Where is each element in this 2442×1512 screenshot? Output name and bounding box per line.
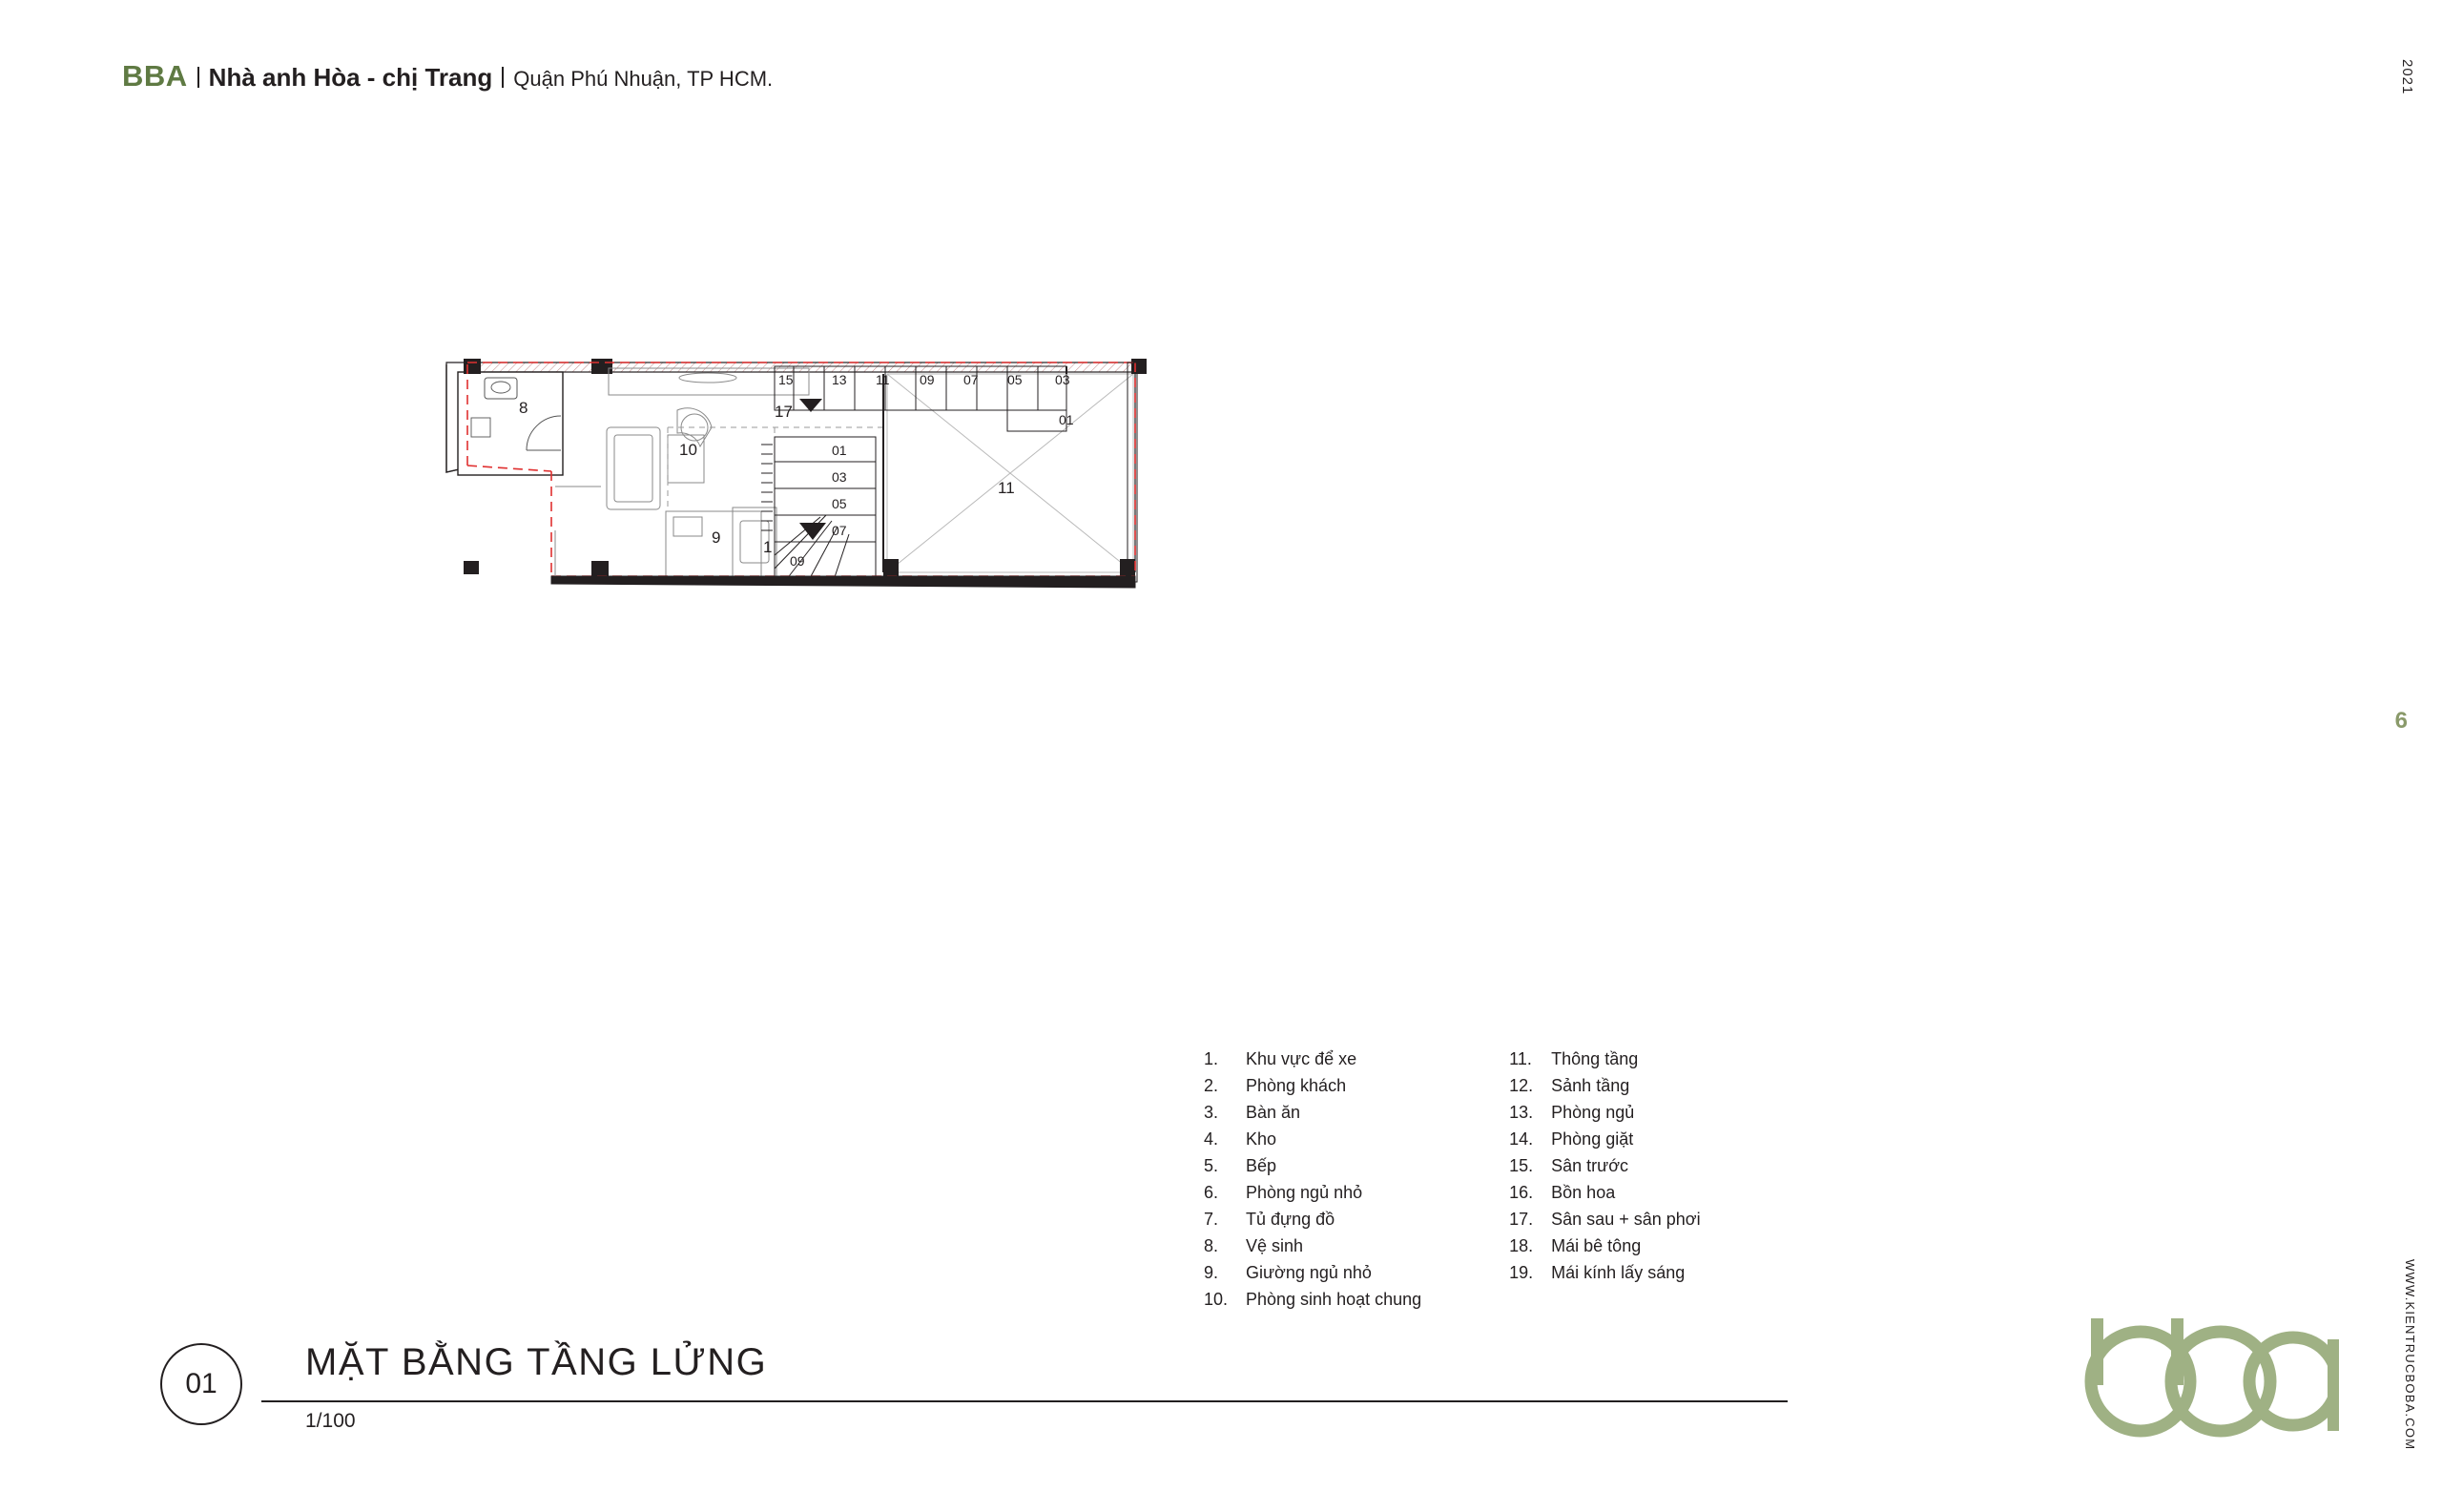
title-rule [261,1400,1788,1402]
stair-step-number: 09 [920,372,935,387]
legend-item [1204,1179,1421,1206]
legend-item [1509,1126,1700,1152]
legend-item-label: Vệ sinh [1246,1236,1304,1255]
legend-item-label: Bàn ăn [1246,1103,1301,1122]
legend-item [1204,1072,1421,1099]
legend-item-number: 16. [1509,1183,1534,1202]
project-name: Nhà anh Hòa - chị Trang [208,63,493,92]
stair-step-number: 13 [832,372,847,387]
legend-item-label: Mái bê tông [1551,1236,1642,1255]
stair-step-number: 15 [778,372,794,387]
legend-item-number: 12. [1509,1076,1534,1095]
legend-item-number: 14. [1509,1129,1534,1149]
legend-item [1204,1206,1421,1232]
stair-step-number: 07 [832,523,847,538]
legend-item-number: 10. [1204,1290,1229,1309]
bba-logo [2081,1311,2339,1444]
legend-item [1204,1259,1421,1286]
legend-item-number: 5. [1204,1156,1219,1175]
legend-column-1 [1204,1046,1421,1313]
bba-logo-svg [2081,1311,2339,1444]
legend-item [1509,1046,1700,1072]
plan-label-8: 8 [519,399,528,417]
legend-item [1509,1206,1700,1232]
stair-step-number: 11 [876,372,890,387]
legend-item-label: Bếp [1246,1156,1277,1175]
legend-item-number: 7. [1204,1210,1219,1229]
legend-item [1204,1286,1421,1313]
legend-item-number: 11. [1509,1049,1532,1068]
drawing-title: MẶT BẰNG TẦNG LỬNG [305,1341,768,1383]
stair-step-number: 03 [832,469,847,485]
legend-item-number: 2. [1204,1076,1219,1095]
legend-item-number: 17. [1509,1210,1534,1229]
header-divider-1 [197,67,199,88]
legend-item-label: Giường ngủ nhỏ [1246,1263,1372,1282]
title-block [160,1337,1820,1442]
legend-item-label: Phòng ngủ [1551,1103,1635,1122]
legend-item-label: Thông tầng [1551,1049,1639,1068]
legend-item-number: 6. [1204,1183,1219,1202]
drawing-scale: 1/100 [305,1410,356,1432]
legend-item-number: 9. [1204,1263,1219,1282]
legend-item [1204,1126,1421,1152]
legend-item-label: Sân trước [1551,1156,1629,1175]
legend-item-label: Khu vực để xe [1246,1049,1357,1068]
legend-item-number: 8. [1204,1236,1219,1255]
legend [1204,1046,1701,1313]
plan-label-10: 10 [679,441,697,459]
legend-column-2 [1509,1046,1700,1313]
legend-item-label: Phòng ngủ nhỏ [1246,1183,1363,1202]
floor-plan-drawing [439,343,1545,763]
legend-item-number: 3. [1204,1103,1219,1122]
legend-item [1509,1179,1700,1206]
legend-item-label: Sảnh tầng [1551,1076,1630,1095]
stair-step-number: 01 [832,443,847,458]
stair-step-number: 09 [790,553,805,569]
legend-item [1509,1099,1700,1126]
legend-item-label: Kho [1246,1129,1277,1149]
website-label: WWW.KIENTRUCBOBA.COM [2403,1259,2417,1451]
legend-item-label: Sân sau + sân phơi [1551,1210,1701,1229]
legend-item-number: 4. [1204,1129,1219,1149]
legend-item [1204,1099,1421,1126]
legend-item-number: 15. [1509,1156,1534,1175]
page-number: 6 [2394,708,2408,734]
project-location: Quận Phú Nhuận, TP HCM. [513,67,774,91]
header-divider-2 [502,67,504,88]
legend-item-number: 1. [1204,1049,1219,1068]
legend-item-label: Phòng giặt [1551,1129,1634,1149]
legend-item-label: Phòng sinh hoạt chung [1246,1290,1422,1309]
stair-landing-number: 01 [1059,412,1074,427]
plan-label-1: 1 [763,538,773,556]
plan-label-9: 9 [712,528,721,547]
legend-item-number: 19. [1509,1263,1534,1282]
legend-item-label: Phòng khách [1246,1076,1347,1095]
detail-number-badge: 01 [160,1343,242,1425]
legend-item [1509,1259,1700,1286]
floor-plan-svg [439,343,1545,763]
stair-step-number: 03 [1055,372,1070,387]
legend-item-label: Mái kính lấy sáng [1551,1263,1686,1282]
brand-logo-text: BBA [122,59,188,93]
legend-item [1204,1152,1421,1179]
plan-label-11: 11 [998,479,1015,497]
header [122,59,773,93]
stair-step-number: 05 [1007,372,1023,387]
legend-item-number: 18. [1509,1236,1534,1255]
stair-step-number: 07 [963,372,979,387]
plan-label-17: 17 [775,403,793,421]
stair-step-number: 05 [832,496,847,511]
legend-item [1509,1232,1700,1259]
year-label: 2021 [2399,59,2415,95]
legend-item [1509,1072,1700,1099]
legend-item-number: 13. [1509,1103,1534,1122]
legend-item-label: Bồn hoa [1551,1183,1616,1202]
legend-item [1509,1152,1700,1179]
legend-item [1204,1046,1421,1072]
legend-item [1204,1232,1421,1259]
legend-item-label: Tủ đựng đồ [1246,1210,1335,1229]
